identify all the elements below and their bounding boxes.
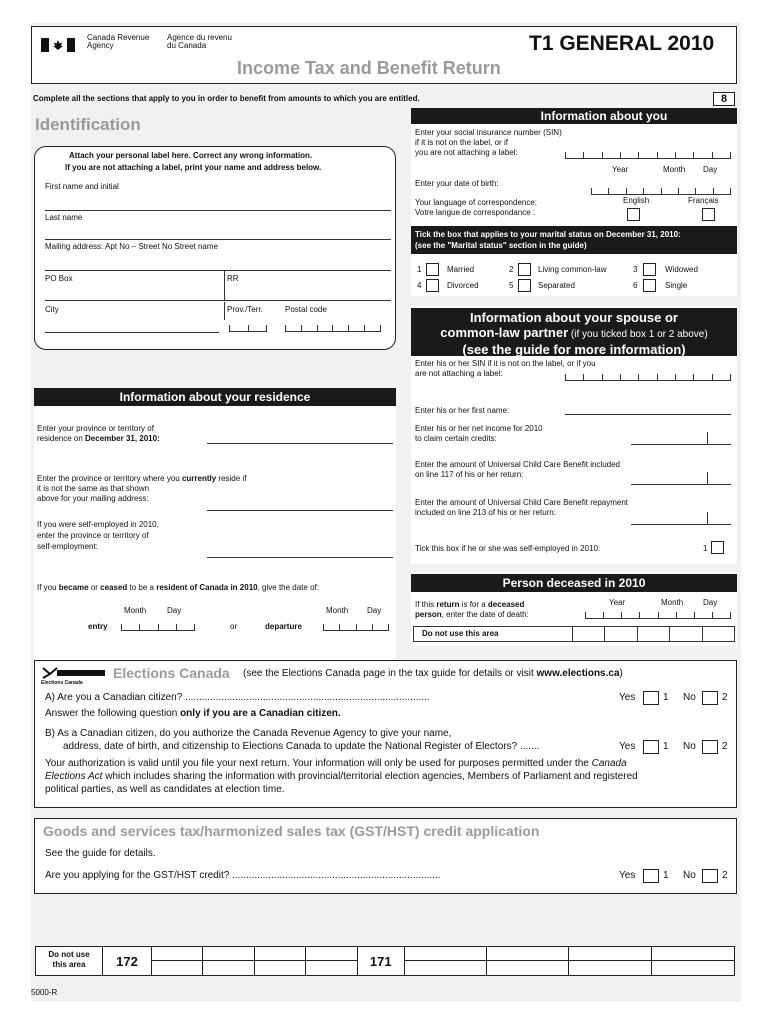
authorize-yes-checkbox[interactable] bbox=[643, 740, 659, 754]
citizen-question: A) Are you a Canadian citizen? ........................................................................................ bbox=[45, 692, 430, 703]
page-number: 8 bbox=[721, 93, 728, 105]
gst-no-num: 2 bbox=[722, 870, 728, 881]
divorced-checkbox[interactable] bbox=[426, 279, 439, 292]
spouse-self-employed-num: 1 bbox=[703, 544, 708, 553]
citizen-yes-checkbox[interactable] bbox=[643, 691, 659, 705]
dob-field[interactable] bbox=[591, 188, 731, 195]
widowed-checkbox[interactable] bbox=[643, 263, 656, 276]
gst-no-label: No bbox=[683, 870, 696, 881]
elections-see-guide: (see the Elections Canada page in the tax guide for details or visit www.elections.ca) bbox=[243, 668, 623, 679]
gst-question: Are you applying for the GST/HST credit? ........................................................................... bbox=[45, 870, 441, 881]
spouse-self-employed-label: Tick this box if he or she was self-employed in 2010: bbox=[415, 544, 601, 553]
francais-checkbox[interactable] bbox=[702, 208, 715, 221]
dob-month-header: Month bbox=[663, 165, 686, 174]
deceased-do-not-use-row bbox=[413, 626, 735, 642]
first-name-label: First name and initial bbox=[45, 182, 119, 191]
residence-title: Information about your residence bbox=[34, 388, 396, 406]
english-checkbox[interactable] bbox=[627, 208, 640, 221]
citizen-no-label: No bbox=[683, 692, 696, 703]
first-name-field[interactable] bbox=[45, 194, 391, 211]
authorize-yes-label: Yes bbox=[619, 741, 636, 752]
authorize-yes-num: 1 bbox=[663, 741, 669, 752]
city-label: City bbox=[45, 305, 59, 314]
spouse-uccb-repayment-label: Enter the amount of Universal Child Care Benefit repayment included on line 213 of his or her return: bbox=[415, 498, 628, 517]
single-checkbox[interactable] bbox=[643, 279, 656, 292]
common-law-label: Living common-law bbox=[538, 265, 607, 274]
city-prov-divider bbox=[224, 302, 225, 320]
dob-label: Enter your date of birth: bbox=[415, 179, 499, 188]
citizen-no-checkbox[interactable] bbox=[702, 691, 718, 705]
departure-label: departure bbox=[265, 622, 302, 631]
deceased-day-header: Day bbox=[703, 598, 718, 607]
spouse-sin-label: Enter his or her SIN if it is not on the label, or if you are not attaching a label: bbox=[415, 359, 596, 378]
about-you-title: Information about you bbox=[411, 108, 737, 124]
entry-label: entry bbox=[88, 622, 108, 631]
residency-change-label: If you became or ceased to be a resident of Canada in 2010, give the date of: bbox=[37, 583, 319, 592]
spouse-title: Information about your spouse or common-law partner (if you ticked box 1 or 2 above) (see the guide for more information) bbox=[411, 308, 737, 356]
form-code: 5000-R bbox=[31, 988, 58, 997]
entry-day-header: Day bbox=[167, 606, 182, 615]
label-note-2: If you are not attaching a label, print your name and address below. bbox=[65, 163, 322, 172]
residence-province-label: Enter your province or territory of residence on December 31, 2010: bbox=[37, 424, 160, 443]
status-4-num: 4 bbox=[417, 281, 422, 290]
spouse-uccb-cents-divider bbox=[707, 472, 708, 485]
status-2-num: 2 bbox=[509, 265, 514, 274]
sin-field[interactable] bbox=[565, 152, 731, 159]
departure-month-header: Month bbox=[326, 606, 349, 615]
deceased-year-header: Year bbox=[609, 598, 626, 607]
authorize-no-label: No bbox=[683, 741, 696, 752]
city-field[interactable] bbox=[45, 318, 219, 333]
complete-note: Complete all the sections that apply to you in order to benefit from amounts to which you are entitled. bbox=[33, 94, 420, 103]
spouse-uccb-label: Enter the amount of Universal Child Care Benefit included on line 117 of his or her return: bbox=[415, 460, 620, 479]
authorize-no-num: 2 bbox=[722, 741, 728, 752]
prov-label: Prov./Terr. bbox=[227, 305, 263, 314]
or-label: or bbox=[230, 622, 238, 631]
elections-title: Elections Canada bbox=[113, 665, 230, 681]
gst-yes-checkbox[interactable] bbox=[643, 869, 659, 883]
date-of-death-field[interactable] bbox=[585, 612, 731, 619]
widowed-label: Widowed bbox=[665, 265, 698, 274]
dob-year-header: Year bbox=[612, 165, 629, 174]
gst-see-guide: See the guide for details. bbox=[45, 848, 156, 859]
identification-title: Identification bbox=[35, 115, 141, 134]
form-title: T1 GENERAL 2010 bbox=[529, 32, 715, 55]
last-name-field[interactable] bbox=[45, 225, 391, 240]
status-1-num: 1 bbox=[417, 265, 422, 274]
separated-label: Separated bbox=[538, 281, 575, 290]
spouse-uccb-repayment-cents-divider bbox=[707, 512, 708, 525]
gst-title: Goods and services tax/harmonized sales tax (GST/HST) credit application bbox=[43, 823, 540, 839]
english-label: English bbox=[623, 196, 650, 205]
last-name-label: Last name bbox=[45, 213, 83, 222]
deceased-month-header: Month bbox=[661, 598, 684, 607]
elections-canada-logo bbox=[41, 666, 107, 680]
married-label: Married bbox=[447, 265, 475, 274]
self-employment-province-field[interactable] bbox=[207, 547, 393, 558]
dob-day-header: Day bbox=[703, 165, 718, 174]
gst-yes-label: Yes bbox=[619, 870, 636, 881]
spouse-net-income-field[interactable] bbox=[631, 432, 731, 445]
deceased-label: If this return is for a deceased person, enter the date of death: bbox=[415, 600, 529, 619]
elections-logo-text: Elections Canada bbox=[41, 680, 83, 686]
deceased-do-not-use-label: Do not use this area bbox=[414, 627, 573, 641]
status-6-num: 6 bbox=[633, 281, 638, 290]
status-5-num: 5 bbox=[509, 281, 514, 290]
agency-name-en: Canada Revenue Agency bbox=[87, 33, 150, 50]
language-label-en: Your language of correspondence: bbox=[415, 198, 538, 207]
common-law-checkbox[interactable] bbox=[518, 263, 531, 276]
spouse-self-employed-checkbox[interactable] bbox=[711, 541, 724, 554]
current-residence-label: Enter the province or territory where you currently reside if it is not the same as that shown above for your mailing address: bbox=[37, 474, 247, 503]
departure-day-header: Day bbox=[367, 606, 382, 615]
form-sheet bbox=[31, 22, 741, 1002]
authorize-question-1: B) As a Canadian citizen, do you authorize the Canada Revenue Agency to give your name, bbox=[45, 728, 452, 739]
spouse-net-income-cents-divider bbox=[707, 432, 708, 445]
po-box-field[interactable] bbox=[45, 286, 391, 301]
postal-label: Postal code bbox=[285, 305, 327, 314]
citizen-no-num: 2 bbox=[722, 692, 728, 703]
single-label: Single bbox=[665, 281, 688, 290]
separated-checkbox[interactable] bbox=[518, 279, 531, 292]
status-3-num: 3 bbox=[633, 265, 638, 274]
francais-label: Français bbox=[688, 196, 719, 205]
form-subtitle: Income Tax and Benefit Return bbox=[237, 58, 501, 78]
gst-yes-num: 1 bbox=[663, 870, 669, 881]
divorced-label: Divorced bbox=[447, 281, 479, 290]
entry-date-field[interactable] bbox=[121, 624, 195, 631]
current-residence-field[interactable] bbox=[207, 500, 393, 511]
language-label-fr: Votre langue de correspondance : bbox=[415, 208, 536, 217]
canada-flag-logo bbox=[41, 38, 75, 52]
married-checkbox[interactable] bbox=[426, 263, 439, 276]
rr-label: RR bbox=[227, 274, 239, 283]
authorization-text: Your authorization is valid until you file your next return. Your information will only be used for purposes permitted under the Canada Elections Act which includes sharing the information with provincial/territorial election agencies, Members of Parliament and registered political parties, as well as candidates at election time. bbox=[45, 758, 638, 795]
code-172: 172 bbox=[103, 947, 152, 975]
deceased-title: Person deceased in 2010 bbox=[411, 574, 737, 592]
self-employment-province-label: If you were self-employed in 2010, enter the province or territory of self-employment: bbox=[37, 520, 159, 551]
sin-label: Enter your social insurance number (SIN) if it is not on the label, or if you are not attaching a label: bbox=[415, 128, 562, 157]
label-note-1: Attach your personal label here. Correct any wrong information. bbox=[69, 151, 313, 160]
code-171: 171 bbox=[358, 947, 405, 975]
residence-province-field[interactable] bbox=[207, 433, 393, 444]
prov-field[interactable] bbox=[229, 325, 267, 332]
do-not-use-footer-row bbox=[35, 946, 735, 976]
spouse-first-name-field[interactable] bbox=[565, 402, 731, 415]
postal-code-field[interactable] bbox=[285, 325, 381, 332]
departure-date-field[interactable] bbox=[323, 624, 389, 631]
mailing-address-label: Mailing address: Apt No – Street No Street name bbox=[45, 242, 218, 251]
citizen-yes-num: 1 bbox=[663, 692, 669, 703]
citizen-yes-label: Yes bbox=[619, 692, 636, 703]
gst-no-checkbox[interactable] bbox=[702, 869, 718, 883]
po-box-label: PO Box bbox=[45, 274, 73, 283]
answer-note: Answer the following question only if you are a Canadian citizen. bbox=[45, 708, 341, 719]
agency-name-fr: Agence du revenu du Canada bbox=[167, 33, 232, 50]
entry-month-header: Month bbox=[124, 606, 147, 615]
spouse-sin-field[interactable] bbox=[565, 374, 731, 381]
spouse-net-income-label: Enter his or her net income for 2010 to claim certain credits: bbox=[415, 424, 543, 443]
mailing-address-field[interactable] bbox=[45, 254, 391, 271]
authorize-question-2: address, date of birth, and citizenship to Elections Canada to update the National Register of Electors? ....... bbox=[63, 741, 540, 752]
footer-do-not-use-label: Do not use this area bbox=[36, 947, 103, 975]
spouse-uccb-field[interactable] bbox=[631, 472, 731, 485]
authorize-no-checkbox[interactable] bbox=[702, 740, 718, 754]
spouse-first-name-label: Enter his or her first name: bbox=[415, 406, 510, 415]
spouse-uccb-repayment-field[interactable] bbox=[631, 512, 731, 525]
marital-status-note: Tick the box that applies to your marital status on December 31, 2010: (see the "Marital status" section in the guide) bbox=[411, 226, 737, 254]
